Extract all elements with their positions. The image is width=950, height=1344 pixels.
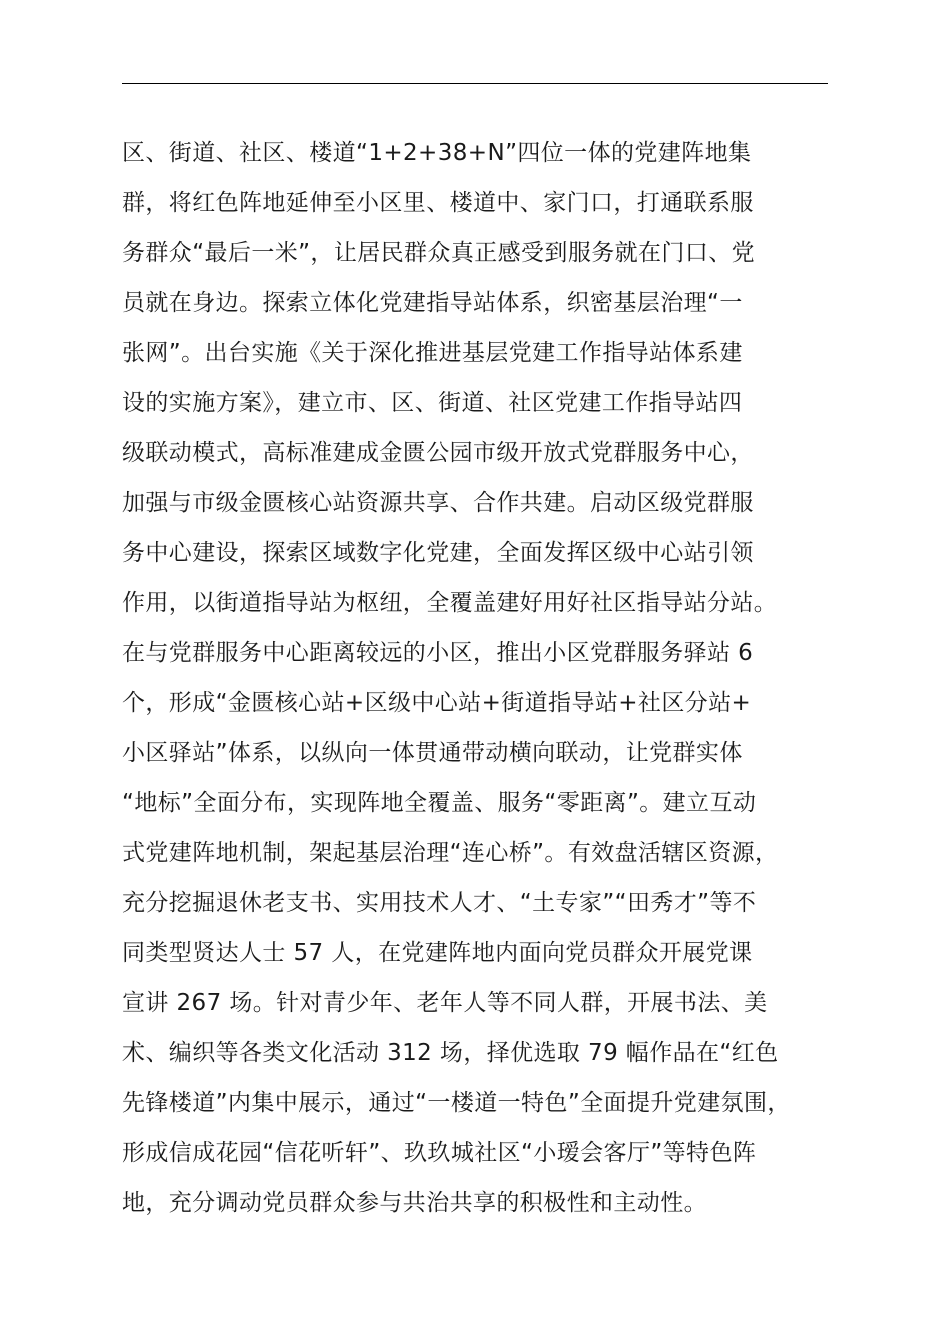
text-line: 术、编织等各类文化活动 312 场，择优选取 79 幅作品在“红色 bbox=[122, 1040, 779, 1066]
text-line: 宣讲 267 场。针对青少年、老年人等不同人群，开展书法、美 bbox=[122, 990, 768, 1016]
text-line: 式党建阵地机制，架起基层治理“连心桥”。有效盘活辖区资源， bbox=[122, 840, 779, 866]
text-line: 作用，以街道指导站为枢纽，全覆盖建好用好社区指导站分站。 bbox=[122, 590, 778, 616]
text-line: 区、街道、社区、楼道“1+2+38+N”四位一体的党建阵地集 bbox=[122, 140, 752, 166]
text-line: 务群众“最后一米”，让居民群众真正感受到服务就在门口、党 bbox=[122, 240, 756, 266]
text-line: 形成信成花园“信花听轩”、玖玖城社区“小瑷会客厅”等特色阵 bbox=[122, 1140, 757, 1166]
text-line: 群，将红色阵地延伸至小区里、楼道中、家门口，打通联系服 bbox=[122, 190, 754, 216]
text-line: 地，充分调动党员群众参与共治共享的积极性和主动性。 bbox=[122, 1190, 707, 1216]
text-line: 在与党群服务中心距离较远的小区，推出小区党群服务驿站 6 bbox=[122, 640, 754, 666]
text-line: 同类型贤达人士 57 人，在党建阵地内面向党员群众开展党课 bbox=[122, 940, 753, 966]
text-line: 加强与市级金匮核心站资源共享、合作共建。启动区级党群服 bbox=[122, 490, 754, 516]
body-paragraph bbox=[122, 128, 862, 1228]
text-line: 设的实施方案》，建立市、区、街道、社区党建工作指导站四 bbox=[122, 390, 743, 416]
text-line: 先锋楼道”内集中展示，通过“一楼道一特色”全面提升党建氛围， bbox=[122, 1090, 791, 1116]
text-line: 员就在身边。探索立体化党建指导站体系，织密基层治理“一 bbox=[122, 290, 743, 316]
text-line: 级联动模式，高标准建成金匮公园市级开放式党群服务中心， bbox=[122, 440, 754, 466]
text-line: 张网”。出台实施《关于深化推进基层党建工作指导站体系建 bbox=[122, 340, 743, 366]
text-line: “地标”全面分布，实现阵地全覆盖、服务“零距离”。建立互动 bbox=[122, 790, 757, 816]
text-line: 务中心建设，探索区域数字化党建，全面发挥区级中心站引领 bbox=[122, 540, 754, 566]
text-line: 个，形成“金匮核心站+区级中心站+街道指导站+社区分站+ bbox=[122, 690, 752, 716]
text-line: 充分挖掘退休老支书、实用技术人才、“土专家”“田秀才”等不 bbox=[122, 890, 757, 916]
header-rule bbox=[122, 83, 828, 84]
text-line: 小区驿站”体系，以纵向一体贯通带动横向联动，让党群实体 bbox=[122, 740, 743, 766]
